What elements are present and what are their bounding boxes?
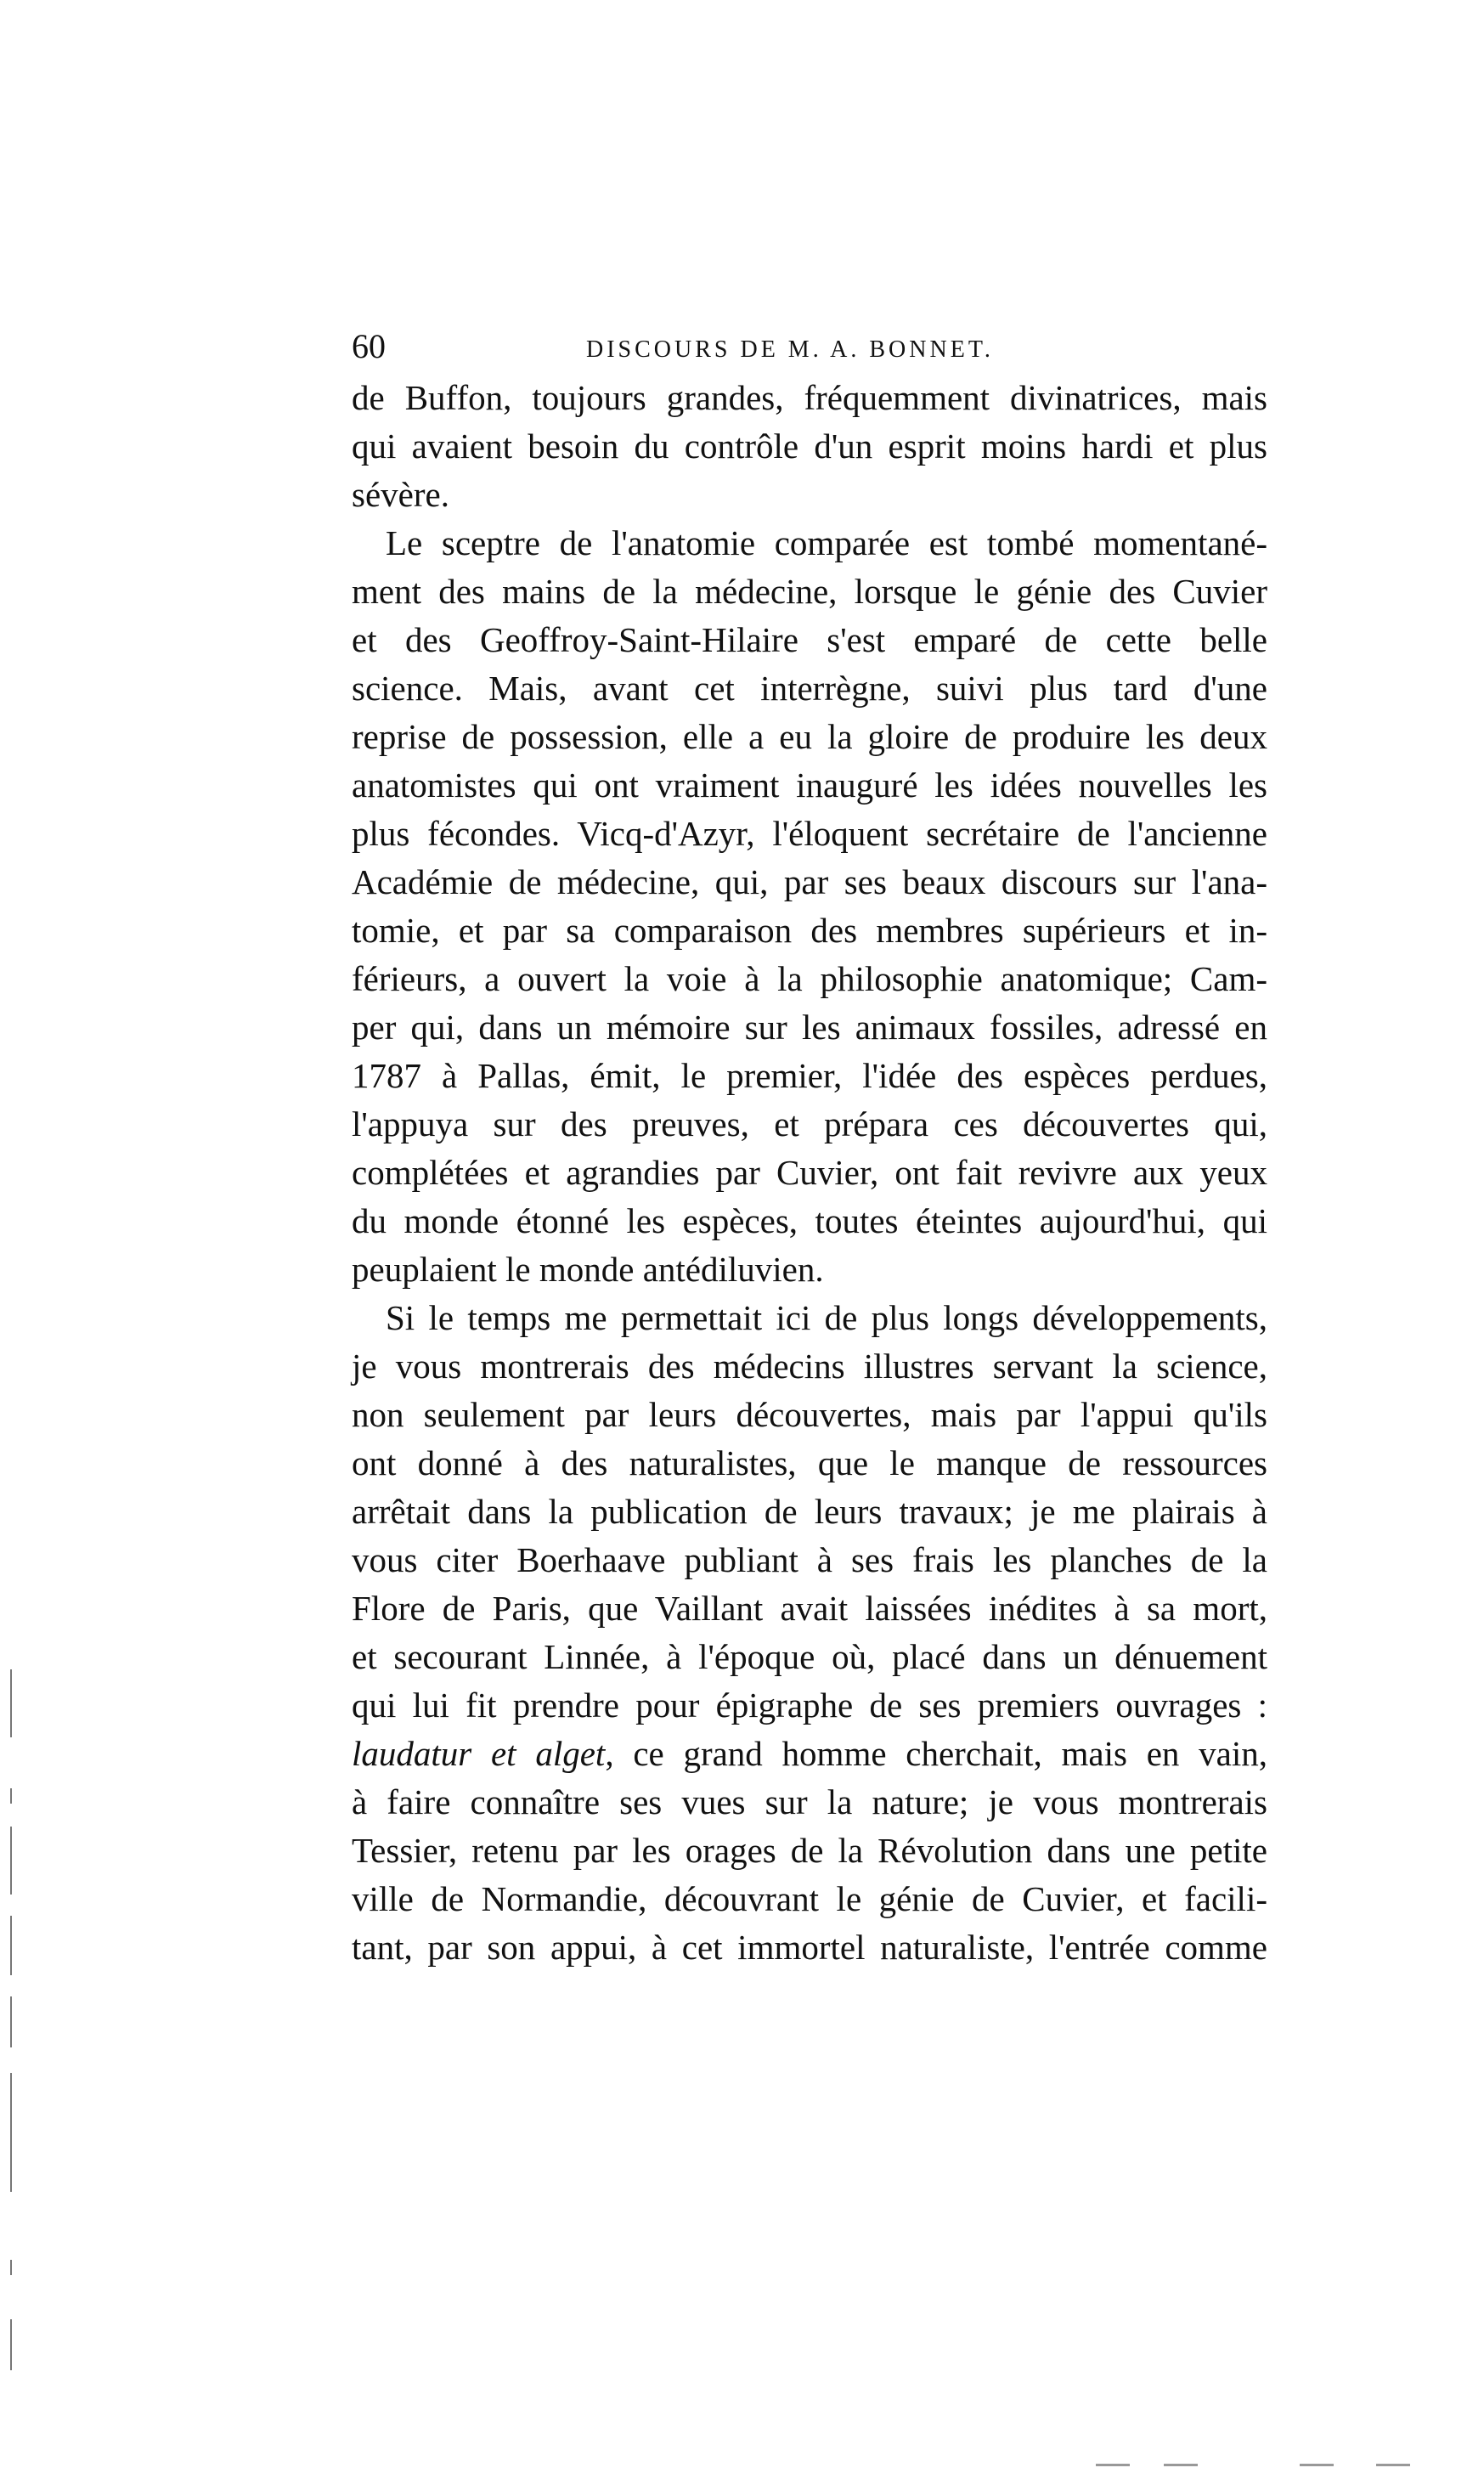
scan-margin-mark [10, 1996, 12, 2047]
scan-margin-mark [10, 2260, 12, 2275]
text-line: non seulement par leurs découvertes, mais par l'appui qu'ils [352, 1395, 1267, 1434]
running-head-title: DISCOURS DE M. A. BONNET. [586, 336, 994, 363]
text-line: ment des mains de la médecine, lorsque le génie des Cuvier [352, 572, 1267, 611]
scan-margin-mark [10, 2319, 12, 2370]
text-line: de Buffon, toujours grandes, fréquemment divinatrices, mais [352, 378, 1267, 417]
latin-quote: laudatur et alget [352, 1734, 606, 1773]
scan-margin-mark [10, 2073, 12, 2192]
text-line: Si le temps me permettait ici de plus longs développements, [386, 1298, 1267, 1337]
text-line: ville de Normandie, découvrant le génie de Cuvier, et facili- [352, 1879, 1267, 1918]
text-line: férieurs, a ouvert la voie à la philosophie anatomique; Cam- [352, 959, 1267, 998]
text-line: ont donné à des naturalistes, que le manque de ressources [352, 1443, 1267, 1482]
text-line: science. Mais, avant cet interrègne, suivi plus tard d'une [352, 669, 1267, 708]
page-number: 60 [352, 327, 386, 365]
text-line: tomie, et par sa comparaison des membres supérieurs et in- [352, 911, 1267, 950]
text-line: reprise de possession, elle a eu la gloire de produire les deux [352, 717, 1267, 756]
text-line: tant, par son appui, à cet immortel naturaliste, l'entrée comme [352, 1928, 1267, 1967]
scan-margin-mark [10, 1916, 12, 1975]
scan-margin-mark [10, 1788, 12, 1804]
text-line: Flore de Paris, que Vaillant avait laissées inédites à sa mort, [352, 1589, 1267, 1628]
text-line: qui lui fit prendre pour épigraphe de ses premiers ouvrages : [352, 1686, 1267, 1725]
text-line: Tessier, retenu par les orages de la Révolution dans une petite [352, 1831, 1267, 1870]
scan-bottom-mark [1376, 2464, 1410, 2466]
scan-margin-mark [10, 1669, 12, 1737]
text-line-rest: , ce grand homme cherchait, mais en vain, [605, 1734, 1267, 1773]
scan-bottom-mark [1096, 2464, 1130, 2466]
text-line: Le sceptre de l'anatomie comparée est tombé momentané- [386, 523, 1267, 562]
text-line: anatomistes qui ont vraiment inauguré les idées nouvelles les [352, 765, 1267, 805]
scan-bottom-mark [1164, 2464, 1198, 2466]
body-text [352, 374, 1267, 1972]
text-line: qui avaient besoin du contrôle d'un esprit moins hardi et plus [352, 426, 1267, 466]
text-line: arrêtait dans la publication de leurs travaux; je me plairais à [352, 1492, 1267, 1531]
scan-margin-mark [10, 1827, 12, 1895]
text-line: sévère. [352, 475, 449, 514]
text-line: 1787 à Pallas, émit, le premier, l'idée des espèces perdues, [352, 1056, 1267, 1095]
text-line: et secourant Linnée, à l'époque où, placé dans un dénuement [352, 1637, 1267, 1676]
running-head [352, 321, 1267, 372]
text-line: à faire connaître ses vues sur la nature; je vous montrerais [352, 1782, 1267, 1821]
text-line: plus fécondes. Vicq-d'Azyr, l'éloquent secrétaire de l'ancienne [352, 814, 1267, 853]
text-line: vous citer Boerhaave publiant à ses frais les planches de la [352, 1540, 1267, 1579]
text-line: je vous montrerais des médecins illustres servant la science, [352, 1347, 1267, 1386]
text-line: l'appuya sur des preuves, et prépara ces découvertes qui, [352, 1104, 1267, 1144]
text-line: du monde étonné les espèces, toutes éteintes aujourd'hui, qui [352, 1201, 1267, 1240]
text-line [352, 1730, 1267, 1778]
text-line: per qui, dans un mémoire sur les animaux fossiles, adressé en [352, 1008, 1267, 1047]
text-line: peuplaient le monde antédiluvien. [352, 1250, 824, 1289]
scan-bottom-mark [1300, 2464, 1334, 2466]
text-line: complétées et agrandies par Cuvier, ont fait revivre aux yeux [352, 1153, 1267, 1192]
text-line: et des Geoffroy-Saint-Hilaire s'est emparé de cette belle [352, 620, 1267, 659]
text-line: Académie de médecine, qui, par ses beaux discours sur l'ana- [352, 862, 1267, 901]
